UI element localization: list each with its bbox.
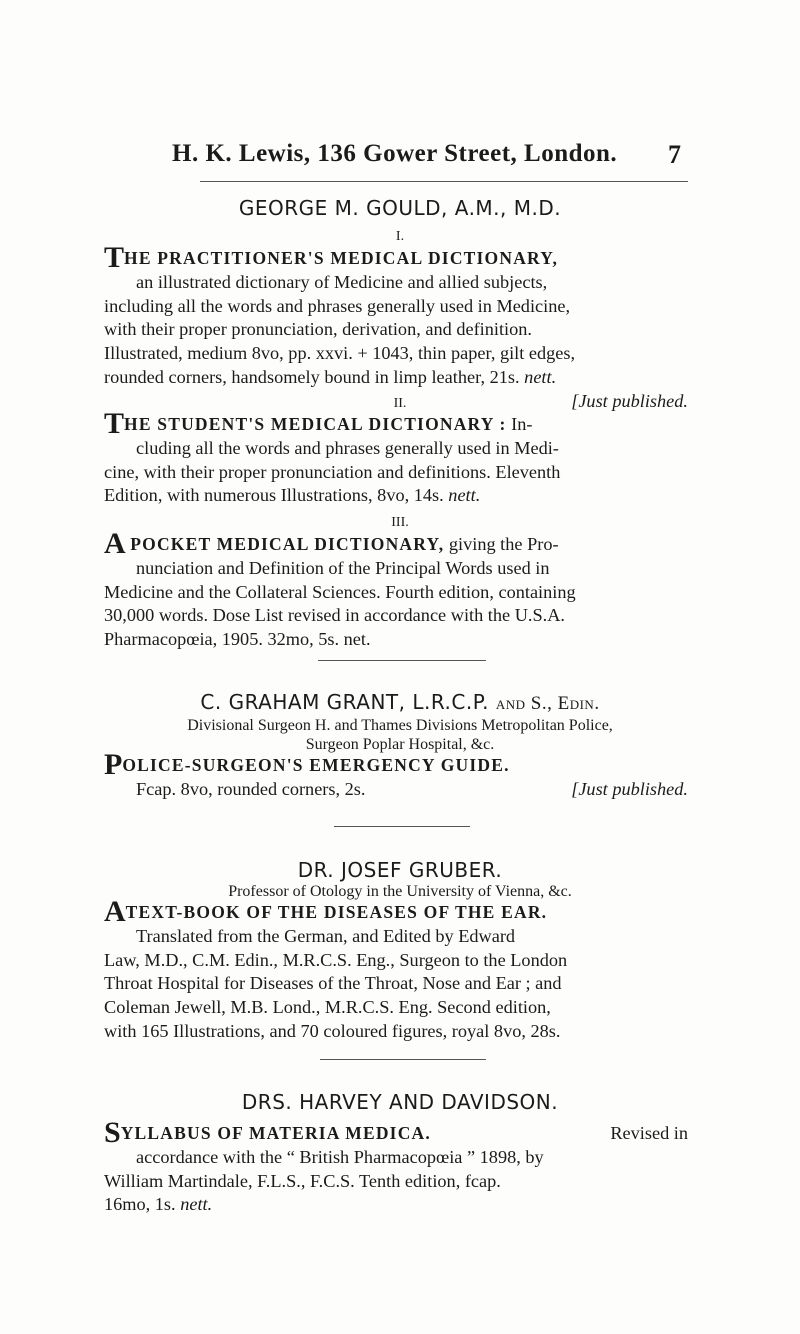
title-tail: In- — [511, 414, 533, 434]
book-title: TEXT-BOOK OF THE DISEASES OF THE EAR. — [125, 902, 548, 922]
entry-line: 16mo, 1s. nett. — [104, 1194, 213, 1215]
running-title: H. K. Lewis, 136 Gower Street, London. — [172, 140, 618, 167]
entry-line: Fcap. 8vo, rounded corners, 2s. [Just published. — [104, 778, 688, 802]
page-number: 7 — [668, 140, 681, 169]
book-title: HE STUDENT'S MEDICAL DICTIONARY : — [124, 414, 507, 434]
section-divider — [318, 660, 486, 661]
affiliation-line: Professor of Otology in the University of Vienna, &c. — [228, 883, 572, 900]
price-note: nett. — [448, 485, 481, 506]
entry-line: Translated from the German, and Edited by Edward — [136, 925, 516, 946]
entry-line: with their proper pronunciation, derivation, and definition. — [104, 319, 532, 340]
entry-line: nunciation and Definition of the Principal Words used in — [136, 557, 550, 578]
entry-number: III. — [391, 515, 409, 530]
publication-status: [Just published. — [571, 778, 688, 799]
entry-line: Coleman Jewell, M.B. Lond., M.R.C.S. Eng. Second edition, — [104, 997, 551, 1018]
book-entry — [104, 527, 688, 652]
book-title: POCKET MEDICAL DICTIONARY, — [130, 534, 445, 554]
author-heading: DRS. HARVEY AND DAVIDSON. — [241, 1090, 559, 1114]
entry-number: II. — [393, 396, 407, 411]
author-heading: DR. JOSEF GRUBER. — [297, 858, 503, 882]
entry-line: Edition, with numerous Illustrations, 8vo, 14s. nett. — [104, 485, 481, 506]
price-note: nett. — [524, 366, 557, 387]
entry-line: 30,000 words. Dose List revised in accordance with the U.S.A. — [104, 605, 565, 626]
affiliation-line: Divisional Surgeon H. and Thames Divisions Metropolitan Police, — [187, 717, 613, 734]
publication-status: [Just published. — [571, 390, 688, 411]
book-entry — [104, 895, 688, 1044]
entry-line: Law, M.D., C.M. Edin., M.R.C.S. Eng., Surgeon to the London — [104, 949, 568, 970]
book-title: OLICE-SURGEON'S EMERGENCY GUIDE. — [122, 755, 510, 775]
author-heading: C. GRAHAM GRANT, L.R.C.P. and S., Edin. — [200, 690, 600, 714]
drop-cap: A — [104, 895, 126, 928]
drop-cap: T — [104, 407, 125, 440]
title-tail: Revised in — [610, 1123, 688, 1143]
section-divider — [320, 1059, 486, 1060]
entry-line: with 165 Illustrations, and 70 coloured figures, royal 8vo, 28s. — [104, 1020, 561, 1041]
entry-line: accordance with the “ British Pharmacopœia ” 1898, by — [136, 1146, 544, 1167]
book-title: YLLABUS OF MATERIA MEDICA. — [120, 1123, 431, 1143]
entry-number: I. — [395, 229, 405, 244]
entry-line: an illustrated dictionary of Medicine and allied subjects, — [136, 271, 548, 292]
drop-cap: P — [104, 748, 123, 781]
drop-cap: S — [104, 1116, 121, 1149]
header-rule — [200, 181, 688, 182]
entry-line: cine, with their proper pronunciation and definitions. Eleventh — [104, 461, 561, 482]
section-divider — [334, 826, 470, 827]
price-note: nett. — [180, 1194, 213, 1215]
entry-line: including all the words and phrases generally used in Medicine, — [104, 295, 571, 316]
entry-line: Illustrated, medium 8vo, pp. xxvi. + 1043, thin paper, gilt edges, — [104, 343, 576, 364]
entry-line: rounded corners, handsomely bound in limp leather, 21s. nett. — [104, 366, 557, 387]
book-entry — [104, 748, 688, 802]
drop-cap: A — [104, 527, 126, 560]
book-title: HE PRACTITIONER'S MEDICAL DICTIONARY, — [124, 248, 559, 268]
book-entry — [104, 241, 688, 414]
author-qualification: and S., Edin. — [495, 693, 600, 714]
book-entry — [104, 1116, 688, 1217]
drop-cap: T — [104, 241, 125, 274]
entry-line: cluding all the words and phrases generally used in Medi- — [136, 437, 559, 458]
entry-line: Throat Hospital for Diseases of the Throat, Nose and Ear ; and — [104, 973, 562, 994]
author-heading: GEORGE M. GOULD, A.M., M.D. — [238, 196, 562, 220]
affiliation-line: Surgeon Poplar Hospital, &c. — [305, 736, 495, 753]
entry-line: Medicine and the Collateral Sciences. Fourth edition, containing — [104, 581, 576, 602]
entry-line: Pharmacopœia, 1905. 32mo, 5s. net. — [104, 629, 371, 650]
title-tail: giving the Pro- — [448, 534, 559, 554]
entry-line: William Martindale, F.L.S., F.C.S. Tenth edition, fcap. — [104, 1170, 501, 1191]
book-entry — [104, 407, 688, 508]
